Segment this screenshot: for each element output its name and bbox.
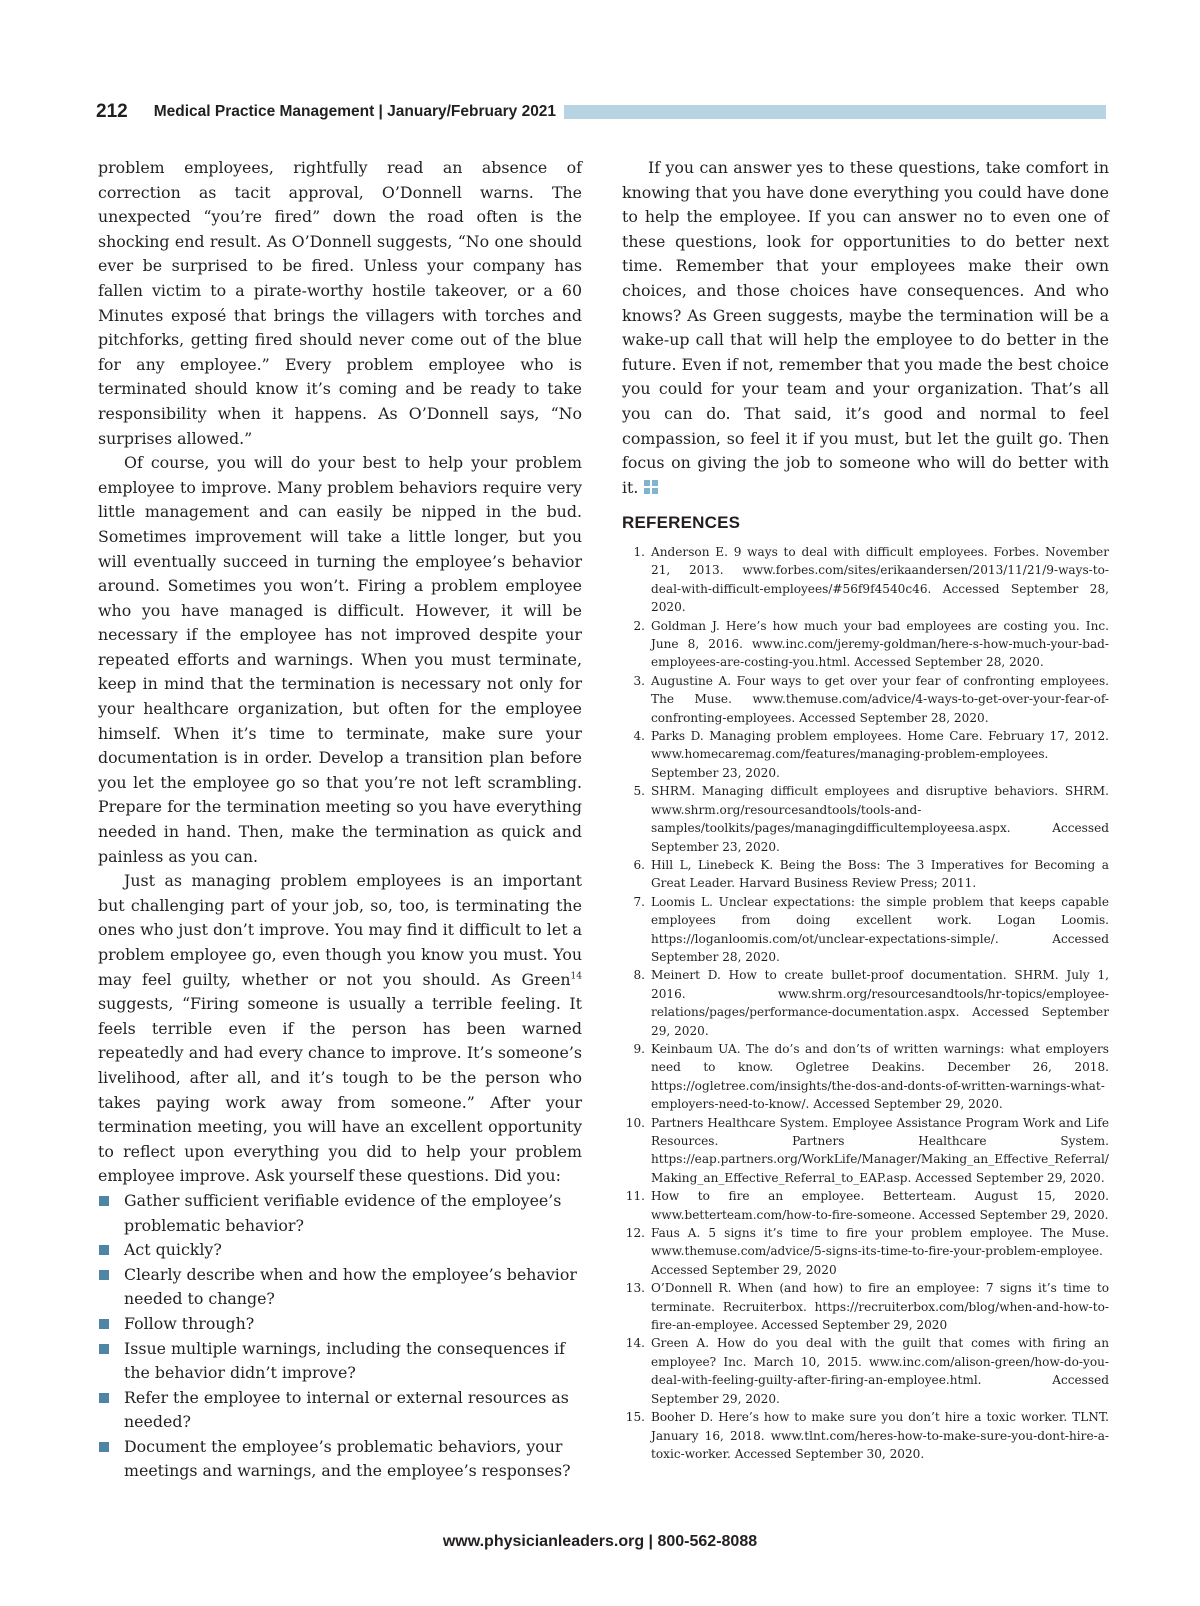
reference-text: Hill L, Linebeck K. Being the Boss: The 3 Imperatives for Becoming a Great Leader. Harvard Business Review Press; 2011. xyxy=(651,857,1109,891)
reference-number: 2. xyxy=(633,618,645,633)
list-item-text: Gather sufficient verifiable evidence of the employee’s problematic behavior? xyxy=(124,1190,562,1235)
reference-item xyxy=(622,893,1109,967)
end-of-article-icon xyxy=(644,480,659,495)
list-item xyxy=(98,1337,582,1386)
list-item xyxy=(98,1435,582,1484)
reference-text: Meinert D. How to create bullet-proof documentation. SHRM. July 1, 2016. www.shrm.org/resourcesandtools/hr-topics/employee-relations/pages/performance-documentation.aspx. Accessed September 29, 2020. xyxy=(651,968,1109,1038)
paragraph: problem employees, rightfully read an absence of correction as tacit approval, O’Donnell warns. The unexpected “you’re fired” down the road often is the shocking end result. As O’Donnell suggests, “No one should ever be surprised to be fired. Unless your company has fallen victim to a pirate-worthy hostile takeover, or a 60 Minutes exposé that brings the villagers with torches and pitchforks, getting fired should never come out of the blue for any employee.” Every problem employee who is terminated should know it’s coming and be ready to take responsibility when it happens. As O’Donnell says, “No surprises allowed.” xyxy=(98,158,582,448)
reference-text: Augustine A. Four ways to get over your fear of confronting employees. The Muse. www.themuse.com/advice/4-ways-to-get-over-your-fear-of-confronting-employees. Accessed September 28, 2020. xyxy=(651,673,1109,725)
left-column xyxy=(98,156,582,1484)
paragraph-text: If you can answer yes to these questions, take comfort in knowing that you have done everything you could have done to help the employee. If you can answer no to even one of these questions, look for opportunities to do better next time. Remember that your employees make their own choices, and those choices have consequences. And who knows? As Green suggests, maybe the termination will be a wake-up call that will help the employee to do better in the future. Even if not, remember that you made the best choice you could for your team and your organization. That’s all you can do. That said, it’s good and normal to feel compassion, so feel it if you must, but let the guilt go. Then focus on giving the job to someone who will do better with it. xyxy=(622,158,1109,497)
reference-number: 14. xyxy=(625,1336,645,1351)
paragraph xyxy=(98,869,582,1189)
reference-text: Keinbaum UA. The do’s and don’ts of written warnings: what employers need to know. Ogletree Deakins. December 26, 2018. https://ogletree.com/insights/the-dos-and-donts-of-written-warnings-what-employers-need-to-know/. Accessed September 29, 2020. xyxy=(651,1041,1109,1112)
list-item-text: Follow through? xyxy=(124,1313,255,1333)
list-item-text: Act quickly? xyxy=(124,1240,222,1260)
reference-item xyxy=(622,543,1109,617)
paragraph xyxy=(622,156,1109,500)
page-header xyxy=(96,98,1106,126)
reference-number: 12. xyxy=(625,1226,645,1241)
square-bullet-icon xyxy=(99,1270,109,1280)
reference-text: Booher D. Here’s how to make sure you don’t hire a toxic worker. TLNT. January 16, 2018. www.tlnt.com/heres-how-to-make-sure-you-dont-hire-a-toxic-worker. Accessed September 30, 2020. xyxy=(651,1410,1109,1461)
page-footer: www.physicianleaders.org | 800-562-8088 xyxy=(442,1533,758,1550)
references-list xyxy=(622,543,1109,1463)
reference-item xyxy=(622,1187,1109,1224)
paragraph-text: suggests, “Firing someone is usually a terrible feeling. It feels terrible even if the person has been warned repeatedly and had every chance to improve. It’s someone’s livelihood, after all, and it’s tough to be the person who takes paying work away from someone.” After your termination meeting, you will have an excellent opportunity to reflect upon everything you did to help your problem employee improve. Ask yourself these questions. Did you: xyxy=(98,994,582,1186)
reference-item xyxy=(622,1040,1109,1114)
reference-number: 8. xyxy=(633,968,645,983)
list-item-text: Issue multiple warnings, including the consequences if the behavior didn’t improve? xyxy=(124,1338,565,1383)
paragraph: Of course, you will do your best to help your problem employee to improve. Many problem behaviors require very little management and can easily be nipped in the bud. Sometimes improvement will take a little longer, but you will eventually succeed in turning the employee’s behavior around. Sometimes you won’t. Firing a problem employee who you have managed is difficult. However, it will be necessary if the employee has not improved despite your repeated efforts and warnings. When you must terminate, keep in mind that the termination is necessary not only for your healthcare organization, but often for the employee himself. When it’s time to terminate, make sure your documentation is in order. Develop a transition plan before you let the employee go so that you’re not left scrambling. Prepare for the termination meeting so you have everything needed in hand. Then, make the termination as quick and painless as you can. xyxy=(98,453,582,866)
reference-text: Partners Healthcare System. Employee Assistance Program Work and Life Resources. Partners Healthcare System. https://eap.partners.org/WorkLife/Manager/Making_an_Effective_Referral/Making_an_Effective_Referral_to_EAP.asp. Accessed September 29, 2020. xyxy=(651,1115,1109,1185)
reference-item xyxy=(622,782,1109,856)
reference-item xyxy=(622,672,1109,727)
square-bullet-icon xyxy=(99,1393,109,1403)
reference-number: 3. xyxy=(633,673,645,688)
reference-number: 1. xyxy=(633,545,645,559)
list-item xyxy=(98,1312,582,1337)
paragraph-text: Just as managing problem employees is an important but challenging part of your job, so, too, is terminating the ones who just don’t improve. You may find it difficult to let a problem employee go, even though you know you must. You may feel guilty, whether or not you should. As Green xyxy=(98,871,582,989)
question-checklist xyxy=(98,1189,582,1484)
square-bullet-icon xyxy=(99,1442,109,1452)
reference-text: How to fire an employee. Betterteam. August 15, 2020. www.betterteam.com/how-to-fire-someone. Accessed September 29, 2020. xyxy=(651,1189,1109,1222)
reference-item xyxy=(622,1279,1109,1334)
reference-number: 4. xyxy=(633,729,645,744)
reference-item xyxy=(622,727,1109,782)
reference-item xyxy=(622,1408,1109,1463)
reference-number: 6. xyxy=(633,857,645,872)
citation-superscript: 14 xyxy=(570,971,582,982)
reference-number: 11. xyxy=(625,1189,645,1204)
square-bullet-icon xyxy=(99,1319,109,1329)
reference-item xyxy=(622,1114,1109,1188)
reference-text: Anderson E. 9 ways to deal with difficult employees. Forbes. November 21, 2013. www.forbes.com/sites/erikaandersen/2013/11/21/9-ways-to-deal-with-difficult-employees/#56f9f4540c46. Accessed September 28, 2020. xyxy=(651,545,1109,615)
list-item xyxy=(98,1263,582,1312)
list-item xyxy=(98,1238,582,1263)
reference-number: 5. xyxy=(633,784,645,799)
page-number: 212 xyxy=(96,101,128,122)
reference-item xyxy=(622,617,1109,672)
square-bullet-icon xyxy=(99,1245,109,1255)
list-item xyxy=(98,1386,582,1435)
reference-number: 10. xyxy=(625,1115,645,1130)
reference-text: SHRM. Managing difficult employees and disruptive behaviors. SHRM. www.shrm.org/resourcesandtools/tools-and-samples/toolkits/pages/managingdifficultemployeesa.aspx. Accessed September 23, 2020. xyxy=(651,784,1109,854)
list-item xyxy=(98,1189,582,1238)
reference-text: Faus A. 5 signs it’s time to fire your problem employee. The Muse. www.themuse.com/advice/5-signs-its-time-to-fire-your-problem-employee. Accessed September 29, 2020 xyxy=(651,1226,1109,1277)
reference-number: 9. xyxy=(633,1041,645,1056)
list-item-text: Clearly describe when and how the employee’s behavior needed to change? xyxy=(124,1264,577,1309)
reference-text: Parks D. Managing problem employees. Home Care. February 17, 2012. www.homecaremag.com/features/managing-problem-employees. September 23, 2020. xyxy=(651,729,1109,780)
reference-item xyxy=(622,856,1109,893)
reference-text: O’Donnell R. When (and how) to fire an employee: 7 signs it’s time to terminate. Recruiterbox. https://recruiterbox.com/blog/when-and-how-to-fire-an-employee. Accessed September 29, 2020 xyxy=(651,1281,1109,1333)
square-bullet-icon xyxy=(99,1344,109,1354)
right-column xyxy=(622,156,1109,500)
reference-number: 13. xyxy=(625,1281,645,1296)
header-rule xyxy=(564,105,1106,119)
reference-item xyxy=(622,966,1109,1040)
reference-item xyxy=(622,1224,1109,1279)
reference-text: Green A. How do you deal with the guilt that comes with firing an employee? Inc. March 10, 2015. www.inc.com/alison-green/how-do-you-deal-with-feeling-guilty-after-firing-an-employee.html. Accessed September 29, 2020. xyxy=(651,1336,1109,1406)
references-heading: REFERENCES xyxy=(622,513,741,532)
reference-text: Loomis L. Unclear expectations: the simple problem that keeps capable employees from doing excellent work. Logan Loomis. https://loganloomis.com/ot/unclear-expectations-simple/. Accessed September 28, 2020. xyxy=(651,894,1109,964)
list-item-text: Refer the employee to internal or external resources as needed? xyxy=(124,1387,569,1432)
reference-number: 7. xyxy=(633,894,645,909)
journal-title: Medical Practice Management | January/February 2021 xyxy=(153,103,557,120)
reference-item xyxy=(622,1334,1109,1408)
reference-number: 15. xyxy=(625,1410,645,1425)
reference-text: Goldman J. Here’s how much your bad employees are costing you. Inc. June 8, 2016. www.inc.com/jeremy-goldman/here-s-how-much-your-bad-employees-are-costing-you.html. Accessed September 28, 2020. xyxy=(651,618,1109,670)
square-bullet-icon xyxy=(99,1196,109,1206)
list-item-text: Document the employee’s problematic behaviors, your meetings and warnings, and the employee’s responses? xyxy=(124,1436,571,1481)
